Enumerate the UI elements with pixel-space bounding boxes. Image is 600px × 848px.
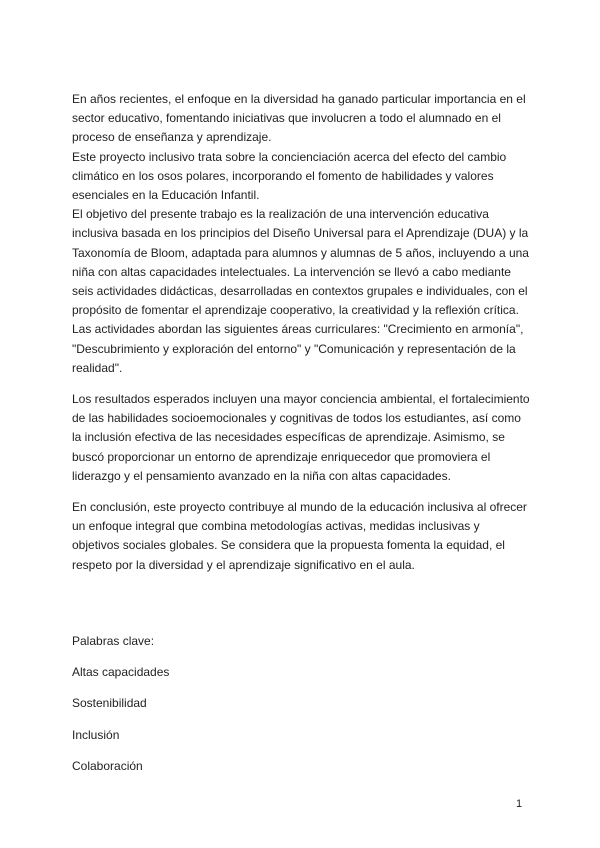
keyword-item: Inclusión (72, 727, 120, 742)
intro-paragraph-2: Este proyecto inclusivo trata sobre la concienciación acerca del efecto del cambio climático en los osos polares, incorporando el fomento de habilidades y valores esenciales en la Educación Infantil. (72, 149, 507, 203)
intro-paragraph-3: El objetivo del presente trabajo es la realización de una intervención educativa inclusiva basada en los principios del Diseño Universal para el Aprendizaje (DUA) y la Taxonomía de Bloom, adaptada para alumnos y alumnas de 5 años, incluyendo a una niña con altas capacidades intelectuales. La intervención se llevó a cabo mediante seis actividades didácticas, desarrolladas en contextos grupales e individuales, con el propósito de fomentar el aprendizaje cooperativo, la creatividad y la reflexión crítica. Las actividades abordan las siguientes áreas curriculares: "Crecimiento en armonía", "Descubrimiento y exploración del entorno" y "Comunicación y representación de la realidad". (72, 207, 529, 375)
keywords-label: Palabras clave: (72, 634, 155, 648)
main-text (72, 90, 530, 575)
keywords-section (72, 632, 530, 788)
results-paragraph: Los resultados esperados incluyen una mayor conciencia ambiental, el fortalecimiento de las habilidades socioemocionales y cognitivas de todos los estudiantes, así como la inclusión efectiva de las necesidades específicas de aprendizaje. Asimismo, se buscó proporcionar un entorno de aprendizaje enriquecedor que promoviera el liderazgo y el pensamiento avanzado en la niña con altas capacidades. (72, 392, 530, 483)
keyword-item: Sostenibilidad (72, 696, 147, 711)
page-number: 1 (516, 798, 523, 810)
intro-paragraph-1: En años recientes, el enfoque en la diversidad ha ganado particular importancia en el sector educativo, fomentando iniciativas que involucren a todo el alumnado en el proceso de enseñanza y aprendizaje. (72, 92, 526, 145)
keyword-item: Colaboración (72, 758, 143, 773)
intro-section (72, 90, 530, 378)
results-section (72, 390, 530, 486)
conclusion-section (72, 498, 530, 575)
conclusion-paragraph: En conclusión, este proyecto contribuye al mundo de la educación inclusiva al ofrecer un enfoque integral que combina metodologías activas, medidas inclusivas y objetivos sociales globales. Se considera que la propuesta fomenta la equidad, el respeto por la diversidad y el aprendizaje significativo en el aula. (72, 500, 527, 572)
keyword-item: Altas capacidades (72, 665, 170, 680)
